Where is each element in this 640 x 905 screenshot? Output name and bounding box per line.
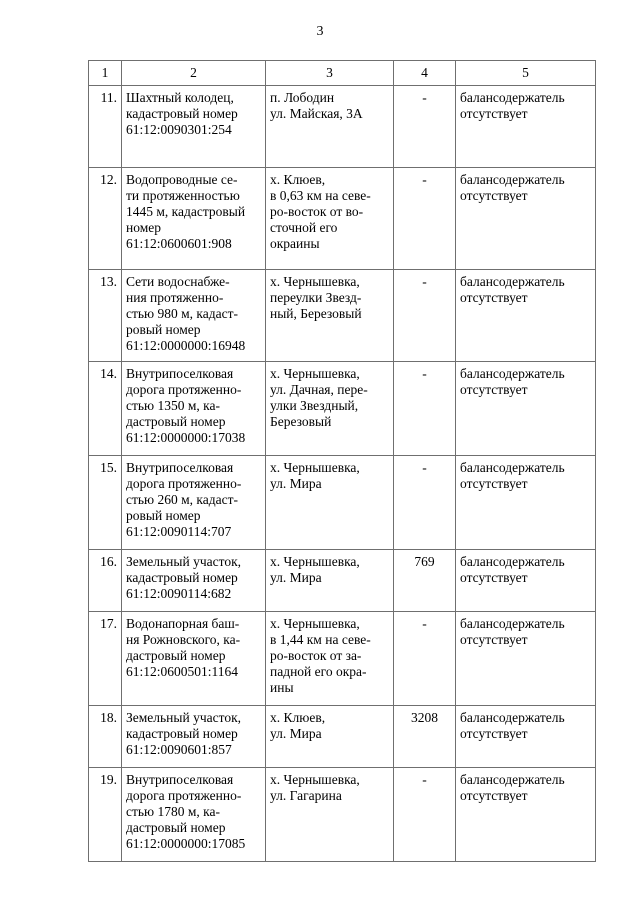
object-name: Внутрипоселковая дорога протяженно- стью 1350 м, ка- дастровый номер 61:12:0000000:17038 <box>122 362 266 456</box>
object-address: х. Чернышевка, ул. Мира <box>266 456 394 550</box>
table-row <box>89 550 596 612</box>
column-header-name: 2 <box>122 61 266 86</box>
object-holder: балансодержатель отсутствует <box>456 86 596 168</box>
row-number: 18. <box>89 706 122 768</box>
object-holder: балансодержатель отсутствует <box>456 362 596 456</box>
object-area: 3208 <box>394 706 456 768</box>
object-name: Сети водоснабже- ния протяженно- стью 980 м, кадаст- ровый номер 61:12:0000000:16948 <box>122 270 266 362</box>
object-area: - <box>394 612 456 706</box>
object-area: 769 <box>394 550 456 612</box>
object-area: - <box>394 86 456 168</box>
object-name: Внутрипоселковая дорога протяженно- стью 260 м, кадаст- ровый номер 61:12:0090114:707 <box>122 456 266 550</box>
object-address: х. Чернышевка, ул. Гагарина <box>266 768 394 862</box>
object-holder: балансодержатель отсутствует <box>456 168 596 270</box>
object-address: х. Чернышевка, ул. Мира <box>266 550 394 612</box>
object-holder: балансодержатель отсутствует <box>456 768 596 862</box>
object-area: - <box>394 270 456 362</box>
object-holder: балансодержатель отсутствует <box>456 456 596 550</box>
object-area: - <box>394 362 456 456</box>
column-header-area: 4 <box>394 61 456 86</box>
row-number: 12. <box>89 168 122 270</box>
object-area: - <box>394 768 456 862</box>
table-header-row <box>89 61 596 86</box>
table-row <box>89 612 596 706</box>
row-number: 14. <box>89 362 122 456</box>
table-row <box>89 270 596 362</box>
object-name: Водонапорная баш- ня Рожновского, ка- дастровый номер 61:12:0600501:1164 <box>122 612 266 706</box>
row-number: 16. <box>89 550 122 612</box>
object-address: х. Клюев, ул. Мира <box>266 706 394 768</box>
column-header-holder: 5 <box>456 61 596 86</box>
object-address: п. Лободин ул. Майская, 3А <box>266 86 394 168</box>
row-number: 17. <box>89 612 122 706</box>
table-row <box>89 362 596 456</box>
object-area: - <box>394 168 456 270</box>
row-number: 11. <box>89 86 122 168</box>
table-row <box>89 86 596 168</box>
table-row <box>89 768 596 862</box>
object-name: Водопроводные се- ти протяженностью 1445 м, кадастровый номер 61:12:0600601:908 <box>122 168 266 270</box>
object-holder: балансодержатель отсутствует <box>456 612 596 706</box>
row-number: 13. <box>89 270 122 362</box>
row-number: 19. <box>89 768 122 862</box>
table-row <box>89 706 596 768</box>
object-name: Земельный участок, кадастровый номер 61:12:0090114:682 <box>122 550 266 612</box>
object-name: Внутрипоселковая дорога протяженно- стью 1780 м, ка- дастровый номер 61:12:0000000:17085 <box>122 768 266 862</box>
table-row <box>89 168 596 270</box>
column-header-address: 3 <box>266 61 394 86</box>
object-address: х. Чернышевка, ул. Дачная, пере- улки Звездный, Березовый <box>266 362 394 456</box>
object-name: Шахтный колодец, кадастровый номер 61:12:0090301:254 <box>122 86 266 168</box>
object-address: х. Чернышевка, в 1,44 км на севе- ро-восток от за- падной его окра- ины <box>266 612 394 706</box>
object-holder: балансодержатель отсутствует <box>456 550 596 612</box>
object-name: Земельный участок, кадастровый номер 61:12:0090601:857 <box>122 706 266 768</box>
object-holder: балансодержатель отсутствует <box>456 706 596 768</box>
row-number: 15. <box>89 456 122 550</box>
table-row <box>89 456 596 550</box>
page-number: 3 <box>316 24 324 39</box>
object-area: - <box>394 456 456 550</box>
object-address: х. Клюев, в 0,63 км на севе- ро-восток от во- сточной его окраины <box>266 168 394 270</box>
property-registry-table <box>88 60 596 862</box>
object-holder: балансодержатель отсутствует <box>456 270 596 362</box>
object-address: х. Чернышевка, переулки Звезд- ный, Березовый <box>266 270 394 362</box>
column-header-number: 1 <box>89 61 122 86</box>
